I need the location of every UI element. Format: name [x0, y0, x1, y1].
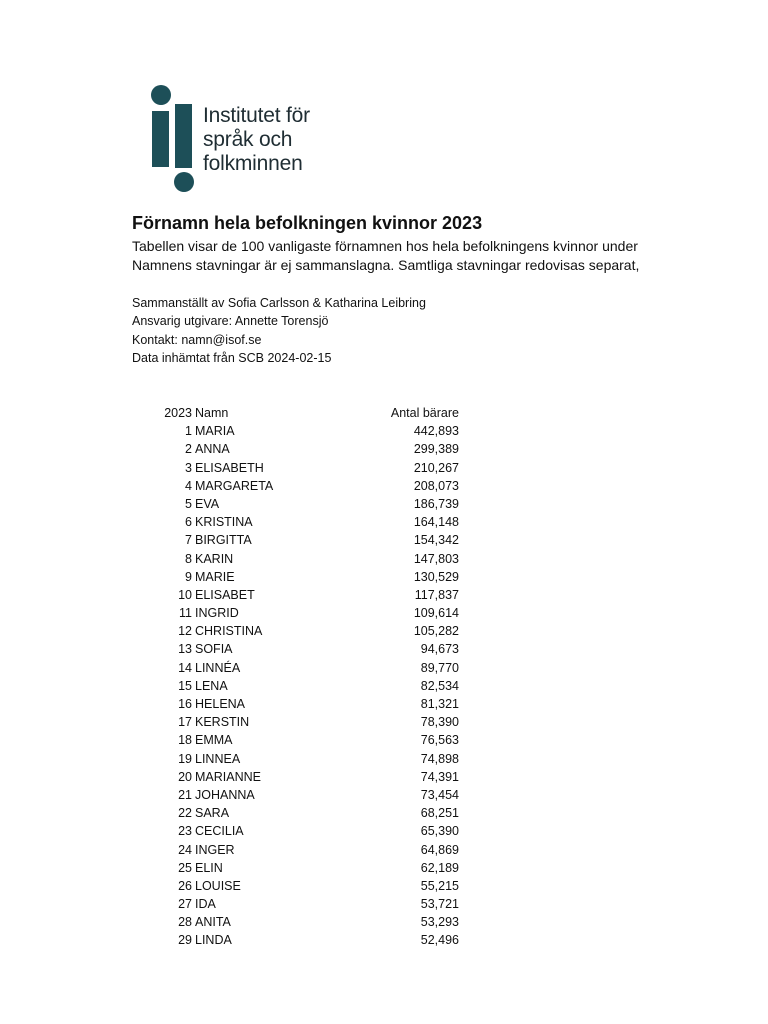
- logo-line: språk och: [203, 128, 293, 151]
- table-row: [0, 477, 768, 495]
- rank-cell: 23: [178, 824, 192, 839]
- rank-cell: 3: [185, 460, 192, 475]
- count-cell: 68,251: [420, 806, 459, 821]
- rank-cell: 28: [178, 915, 192, 930]
- table-row: [0, 804, 768, 822]
- count-cell: 164,148: [413, 515, 459, 530]
- name-cell: ELISABET: [195, 587, 255, 602]
- logo-mark-icon: [150, 84, 202, 194]
- table-row: [0, 586, 768, 604]
- count-cell: 442,893: [413, 424, 459, 439]
- count-cell: 53,293: [420, 915, 459, 930]
- description-line: Namnens stavningar är ej sammanslagna. Samtliga stavningar redovisas separat,: [132, 257, 640, 273]
- document-title: Förnamn hela befolkningen kvinnor 2023: [132, 213, 483, 233]
- count-cell: 89,770: [420, 660, 459, 675]
- name-cell: LOUISE: [195, 878, 241, 893]
- institute-logo: [150, 84, 350, 194]
- name-cell: LINNÉA: [195, 660, 241, 675]
- count-cell: 94,673: [420, 642, 459, 657]
- credit-publisher: Ansvarig utgivare: Annette Torensjö: [132, 314, 329, 329]
- count-cell: 210,267: [413, 460, 459, 475]
- table-header-row: [0, 404, 768, 422]
- count-cell: 81,321: [420, 697, 459, 711]
- rank-cell: 26: [178, 878, 192, 893]
- rank-cell: 5: [185, 496, 192, 511]
- table-row: [0, 677, 768, 695]
- count-cell: 64,869: [420, 842, 459, 857]
- logo-wordmark: [203, 104, 310, 176]
- count-cell: 82,534: [420, 678, 459, 693]
- name-cell: MARGARETA: [195, 478, 274, 493]
- rank-cell: 22: [178, 806, 192, 821]
- count-cell: 53,721: [420, 897, 459, 912]
- credit-source: Data inhämtat från SCB 2024-02-15: [132, 350, 332, 365]
- table-row: [0, 695, 768, 713]
- table-row: [0, 622, 768, 640]
- count-cell: 105,282: [413, 624, 459, 639]
- count-cell: 74,391: [420, 769, 459, 784]
- count-cell: 65,390: [420, 824, 459, 839]
- rank-cell: 21: [178, 787, 192, 802]
- table-row: [0, 895, 768, 913]
- rank-cell: 24: [178, 842, 192, 857]
- table-row: [0, 750, 768, 768]
- table-row: [0, 640, 768, 658]
- description-line: Tabellen visar de 100 vanligaste förnamnen hos hela befolkningens kvinnor under: [132, 238, 638, 254]
- names-table: [0, 404, 768, 950]
- table-row: [0, 931, 768, 949]
- table-row: [0, 422, 768, 440]
- rank-cell: 12: [178, 624, 192, 639]
- document-credits: [132, 294, 426, 367]
- count-cell: 62,189: [420, 860, 459, 875]
- rank-cell: 9: [185, 569, 192, 584]
- table-row: [0, 568, 768, 586]
- header-count: Antal bärare: [390, 406, 459, 420]
- name-cell: IDA: [195, 897, 216, 912]
- table-row: [0, 913, 768, 931]
- count-cell: 109,614: [413, 606, 459, 621]
- name-cell: CHRISTINA: [195, 624, 263, 639]
- count-cell: 76,563: [420, 733, 459, 748]
- table-row: [0, 731, 768, 749]
- name-cell: JOHANNA: [195, 787, 255, 802]
- table-row: [0, 531, 768, 549]
- name-cell: EVA: [195, 496, 220, 511]
- credit-author: Sammanställt av Sofia Carlsson & Katharina Leibring: [132, 296, 426, 310]
- rank-cell: 2: [185, 442, 192, 457]
- count-cell: 130,529: [413, 569, 459, 584]
- count-cell: 154,342: [413, 533, 459, 548]
- rank-cell: 8: [185, 551, 192, 566]
- table-row: [0, 550, 768, 568]
- name-cell: SARA: [195, 806, 230, 821]
- rank-cell: 25: [178, 860, 192, 875]
- table-row: [0, 822, 768, 840]
- rank-cell: 29: [178, 933, 192, 948]
- table-row: [0, 459, 768, 477]
- name-cell: KARIN: [195, 551, 234, 566]
- table-row: [0, 713, 768, 731]
- name-cell: MARIANNE: [195, 769, 261, 784]
- count-cell: 117,837: [414, 587, 459, 602]
- rank-cell: 20: [178, 769, 192, 784]
- table-row: [0, 841, 768, 859]
- rank-cell: 10: [178, 587, 192, 602]
- count-cell: 73,454: [420, 787, 459, 802]
- name-cell: LENA: [195, 678, 228, 693]
- name-cell: BIRGITTA: [195, 533, 252, 548]
- name-cell: KRISTINA: [195, 515, 253, 530]
- table-row: [0, 859, 768, 877]
- count-cell: 186,739: [413, 496, 459, 511]
- rank-cell: 13: [178, 642, 192, 657]
- name-cell: ANNA: [195, 442, 230, 457]
- rank-cell: 14: [178, 660, 192, 675]
- count-cell: 52,496: [420, 933, 459, 948]
- table-row: [0, 604, 768, 622]
- table-row: [0, 495, 768, 513]
- name-cell: SOFIA: [195, 642, 233, 657]
- logo-line: Institutet för: [203, 104, 310, 127]
- rank-cell: 16: [178, 697, 192, 711]
- count-cell: 55,215: [420, 878, 459, 893]
- table-row: [0, 513, 768, 531]
- name-cell: KERSTIN: [195, 715, 250, 730]
- name-cell: ELISABETH: [195, 460, 264, 475]
- rank-cell: 6: [185, 515, 192, 530]
- rank-cell: 4: [185, 478, 192, 493]
- count-cell: 208,073: [413, 478, 459, 493]
- name-cell: ANITA: [195, 915, 231, 930]
- count-cell: 74,898: [420, 751, 459, 766]
- table-row: [0, 877, 768, 895]
- count-cell: 147,803: [413, 551, 459, 566]
- logo-line: folkminnen: [203, 152, 303, 175]
- document-description: [132, 237, 658, 275]
- name-cell: MARIA: [195, 424, 235, 439]
- count-cell: 78,390: [420, 715, 459, 730]
- rank-cell: 17: [178, 715, 192, 730]
- name-cell: LINNEA: [195, 751, 241, 766]
- table-row: [0, 440, 768, 458]
- count-cell: 299,389: [413, 442, 459, 457]
- rank-cell: 27: [178, 897, 192, 912]
- rank-cell: 18: [178, 733, 192, 748]
- name-cell: INGER: [195, 842, 235, 857]
- rank-cell: 15: [178, 678, 192, 693]
- rank-cell: 7: [185, 533, 192, 548]
- name-cell: HELENA: [195, 697, 246, 711]
- name-cell: ELIN: [195, 860, 223, 875]
- rank-cell: 11: [179, 606, 192, 621]
- name-cell: INGRID: [195, 606, 239, 621]
- header-rank: 2023: [164, 406, 192, 420]
- table-row: [0, 786, 768, 804]
- rank-cell: 19: [178, 751, 192, 766]
- table-row: [0, 659, 768, 677]
- name-cell: EMMA: [195, 733, 233, 748]
- name-cell: CECILIA: [195, 824, 244, 839]
- rank-cell: 1: [185, 424, 192, 439]
- name-cell: MARIE: [195, 569, 235, 584]
- header-name: Namn: [195, 406, 229, 420]
- name-cell: LINDA: [195, 933, 232, 948]
- credit-contact: Kontakt: namn@isof.se: [132, 332, 262, 347]
- table-row: [0, 768, 768, 786]
